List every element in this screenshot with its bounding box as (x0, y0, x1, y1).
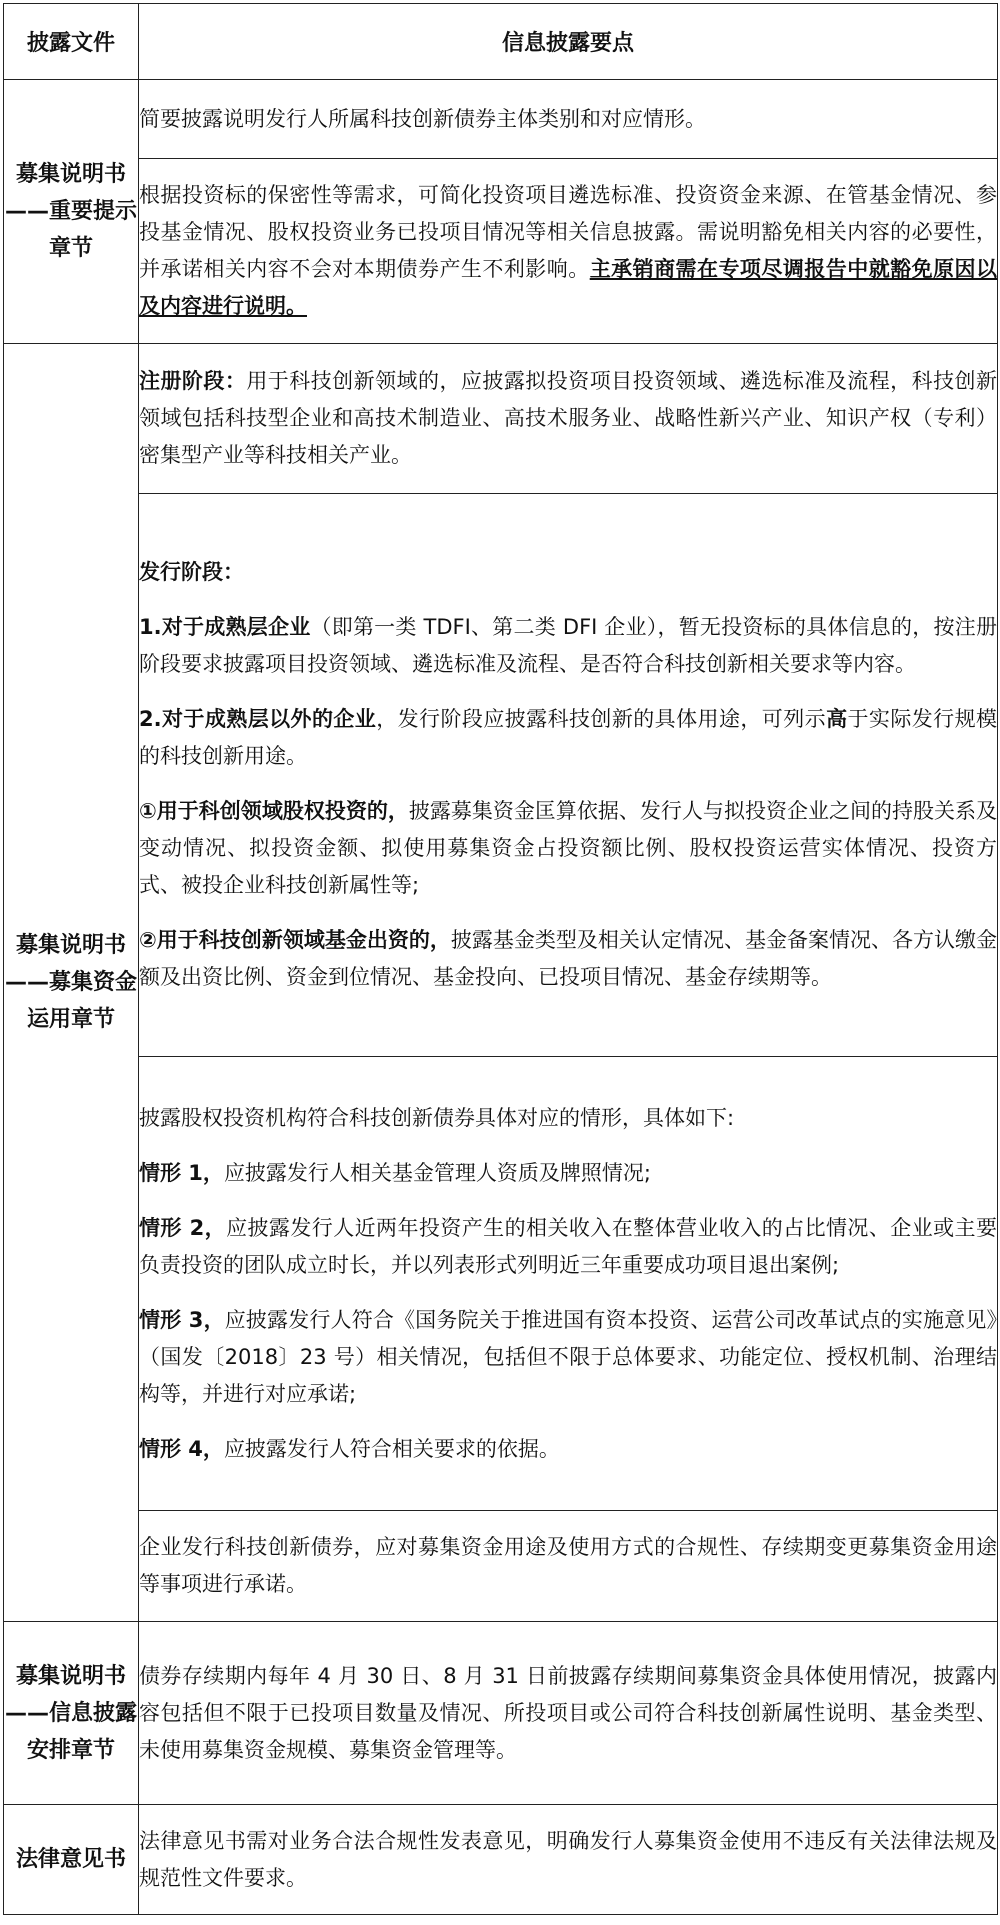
nonmature-enterprise-title: 2.对于成熟层以外的企业 (139, 707, 377, 731)
commitment-text: 企业发行科技创新债券，应对募集资金用途及使用方式的合规性、存续期变更募集资金用途等事项进行承诺。 (139, 1535, 997, 1596)
doc-label-fund-use: 募集说明书——募集资金运用章节 (4, 344, 139, 1622)
content-cell (139, 494, 998, 1057)
doc-label-key-notice: 募集说明书——重要提示章节 (4, 80, 139, 344)
content-cell (139, 1622, 998, 1805)
mature-enterprise-title: 1.对于成熟层企业 (139, 615, 311, 639)
nonmature-enterprise-bold2: 高 (826, 707, 848, 731)
mature-enterprise-text: （即第一类 TDFI、第二类 DFI 企业），暂无投资标的具体信息的，按注册阶段要求披露项目投资领域、遴选标准及流程、是否符合科技创新相关要求等内容。 (139, 615, 997, 676)
situations-intro: 披露股权投资机构符合科技创新债券具体对应的情形，具体如下: (139, 1105, 735, 1130)
registration-stage-title: 注册阶段： (139, 369, 247, 393)
issuance-stage-title-text: 发行阶段： (139, 560, 244, 584)
table-row (4, 80, 998, 159)
registration-stage (139, 363, 997, 474)
situation-3-title: 情形 3， (139, 1307, 225, 1332)
table-row (4, 159, 998, 344)
key-notice-item1: 简要披露说明发行人所属科技创新债券主体类别和对应情形。 (139, 106, 706, 131)
registration-stage-text: 用于科技创新领域的，应披露拟投资项目投资领域、遴选标准及流程，科技创新领域包括科技型企业和高技术制造业、高技术服务业、战略性新兴产业、知识产权（专利）密集型产业等科技相关产业。 (139, 369, 998, 467)
nonmature-enterprise-text2: 于实际发行规模的科技创新用途。 (139, 707, 998, 768)
key-notice-item2 (139, 177, 997, 325)
nonmature-enterprise-text: ，发行阶段应披露科技创新的具体用途，可列示 (376, 707, 827, 731)
disclosure-plan-text: 债券存续期内每年 4 月 30 日、8 月 31 日前披露存续期间募集资金具体使用情况，披露内容包括但不限于已投项目数量及情况、所投项目或公司符合科技创新属性说明、基金类型、未使用募集资金规模、募集资金管理等。 (139, 1663, 997, 1762)
table-row (4, 1511, 998, 1622)
situation-4 (139, 1431, 997, 1468)
situation-3 (139, 1302, 997, 1413)
key-notice-item2-text: 根据投资标的保密性等需求，可简化投资项目遴选标准、投资资金来源、在管基金情况、参投基金情况、股权投资业务已投项目情况等相关信息披露。需说明豁免相关内容的必要性，并承诺相关内容不会对本期债券产生不利影响。 (139, 183, 997, 281)
table-row (4, 1805, 998, 1915)
fund-contribution-item (139, 922, 997, 996)
situation-2-text: 应披露发行人近两年投资产生的相关收入在整体营业收入的占比情况、企业或主要负责投资的团队成立时长，并以列表形式列明近三年重要成功项目退出案例; (139, 1215, 997, 1277)
table-header-row (4, 4, 998, 80)
content-cell (139, 1511, 998, 1622)
situation-2 (139, 1210, 997, 1284)
legal-opinion-text: 法律意见书需对业务合法合规性发表意见，明确发行人募集资金使用不违反有关法律法规及规范性文件要求。 (139, 1828, 997, 1890)
situation-1-text: 应披露发行人相关基金管理人资质及牌照情况; (223, 1160, 652, 1185)
situation-1 (139, 1155, 997, 1192)
situation-2-title: 情形 2， (139, 1215, 227, 1240)
content-cell (139, 1057, 998, 1511)
key-notice-underline-text: 主承销商需在专项尽调报告中就豁免原因以及内容进行说明。 (139, 257, 998, 318)
disclosure-table (3, 3, 998, 1915)
equity-investment-title: ①用于科创领域股权投资的， (139, 799, 409, 823)
table-row (4, 344, 998, 494)
table-row (4, 494, 998, 1057)
fund-contribution-title: ②用于科技创新领域基金出资的， (139, 928, 451, 952)
situation-3-text: 应披露发行人符合《国务院关于推进国有资本投资、运营公司改革试点的实施意见》（国发〔2018〕23 号）相关情况，包括但不限于总体要求、功能定位、授权机制、治理结构等，并进行对应承诺; (139, 1307, 997, 1406)
fund-contribution-text: 披露基金类型及相关认定情况、基金备案情况、各方认缴金额及出资比例、资金到位情况、基金投向、已投项目情况、基金存续期等。 (139, 928, 998, 989)
content-cell (139, 1805, 998, 1915)
nonmature-enterprise-item (139, 701, 997, 775)
content-cell (139, 344, 998, 494)
equity-investment-text: 披露募集资金匡算依据、发行人与拟投资企业之间的持股关系及变动情况、拟投资金额、拟使用募集资金占投资额比例、股权投资运营实体情况、投资方式、被投企业科技创新属性等; (139, 799, 998, 897)
content-cell (139, 159, 998, 344)
issuance-stage-title (139, 554, 997, 591)
situation-4-title: 情形 4， (139, 1436, 224, 1461)
situation-1-title: 情形 1， (139, 1160, 224, 1185)
table-row (4, 1622, 998, 1805)
doc-label-legal-opinion: 法律意见书 (4, 1805, 139, 1915)
table-row (4, 1057, 998, 1511)
doc-label-disclosure-plan: 募集说明书——信息披露安排章节 (4, 1622, 139, 1805)
mature-enterprise-item (139, 609, 997, 683)
situation-4-text: 应披露发行人符合相关要求的依据。 (223, 1436, 560, 1461)
equity-investment-item (139, 793, 997, 904)
header-disclosure-document: 披露文件 (4, 4, 139, 80)
header-disclosure-points: 信息披露要点 (139, 4, 998, 80)
content-cell (139, 80, 998, 159)
